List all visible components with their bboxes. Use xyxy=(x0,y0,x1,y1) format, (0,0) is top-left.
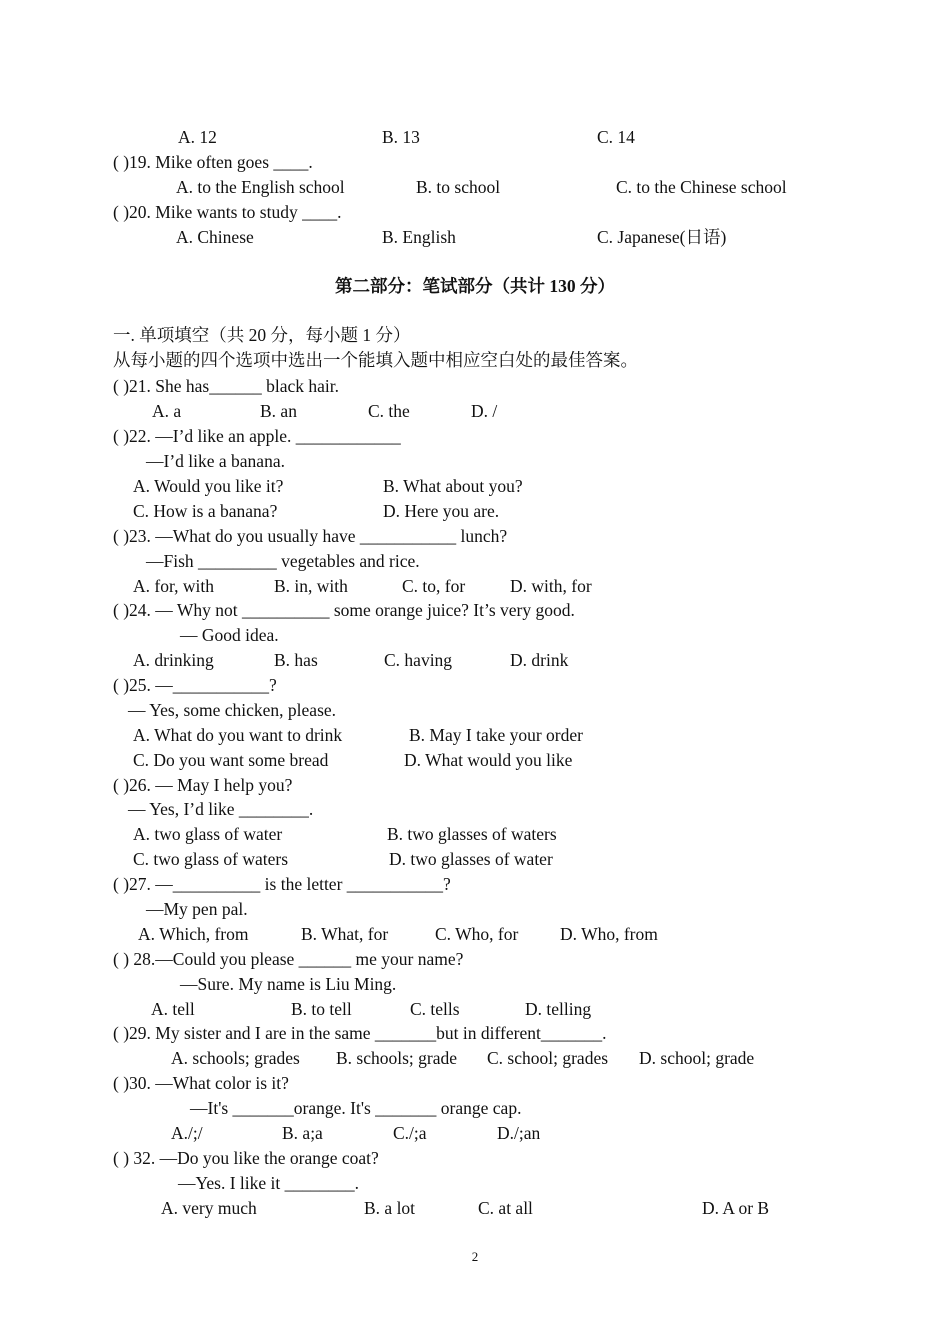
q27-option-c: C. Who, for xyxy=(435,924,519,944)
q29-option-b: B. schools; grade xyxy=(336,1048,458,1068)
q27-stem: ( )27. —__________ is the letter ___________? xyxy=(113,874,451,894)
q30-reply: —It's _______orange. It's _______ orange cap. xyxy=(190,1098,522,1118)
q25-option-a: A. What do you want to drink xyxy=(133,725,343,745)
q27-option-b: B. What, for xyxy=(301,924,389,944)
section1-instruction: 从每小题的四个选项中选出一个能填入题中相应空白处的最佳答案。 xyxy=(113,350,638,370)
q23-reply: —Fish _________ vegetables and rice. xyxy=(146,551,420,571)
q26-option-b: B. two glasses of waters xyxy=(387,824,557,844)
q23-stem: ( )23. —What do you usually have ___________ lunch? xyxy=(113,526,508,546)
q24-option-c: C. having xyxy=(384,650,453,670)
q24-option-b: B. has xyxy=(274,650,318,670)
q25-option-b: B. May I take your order xyxy=(409,725,583,745)
q21-option-a: A. a xyxy=(152,401,182,421)
q22-option-d: D. Here you are. xyxy=(383,501,500,521)
page-number: 2 xyxy=(471,1249,479,1264)
q22-stem: ( )22. —I’d like an apple. ____________ xyxy=(113,426,401,446)
q23-option-a: A. for, with xyxy=(133,576,214,596)
q29-option-a: A. schools; grades xyxy=(171,1048,300,1068)
q23-option-b: B. in, with xyxy=(274,576,348,596)
q28-stem: ( ) 28.—Could you please ______ me your name? xyxy=(113,949,464,969)
q20-option-b: B. English xyxy=(382,227,456,247)
q32-option-c: C. at all xyxy=(478,1198,533,1218)
q29-option-c: C. school; grades xyxy=(487,1048,609,1068)
q23-option-c: C. to, for xyxy=(402,576,466,596)
section1-heading: 一. 单项填空（共 20 分，每小题 1 分） xyxy=(113,325,411,345)
q30-option-a: A./;/ xyxy=(171,1123,203,1143)
q28-option-b: B. to tell xyxy=(291,999,352,1019)
q26-reply: — Yes, I’d like ________. xyxy=(128,799,314,819)
q21-option-b: B. an xyxy=(260,401,297,421)
q27-option-a: A. Which, from xyxy=(138,924,249,944)
q21-option-c: C. the xyxy=(368,401,410,421)
q32-stem: ( ) 32. —Do you like the orange coat? xyxy=(113,1148,379,1168)
q25-option-d: D. What would you like xyxy=(404,750,573,770)
q25-reply: — Yes, some chicken, please. xyxy=(128,700,337,720)
q23-option-d: D. with, for xyxy=(510,576,592,596)
q24-stem: ( )24. — Why not __________ some orange juice? It’s very good. xyxy=(113,600,575,620)
q19-stem: ( )19. Mike often goes ____. xyxy=(113,152,313,172)
part2-title: 第二部分：笔试部分（共计 130 分） xyxy=(335,276,615,296)
q26-option-a: A. two glass of water xyxy=(133,824,283,844)
q25-option-c: C. Do you want some bread xyxy=(133,750,329,770)
q22-option-a: A. Would you like it? xyxy=(133,476,284,496)
q22-option-b: B. What about you? xyxy=(383,476,523,496)
q29-stem: ( )29. My sister and I are in the same _______but in different_______. xyxy=(113,1023,607,1043)
q19-option-c: C. to the Chinese school xyxy=(616,177,787,197)
q19-option-b: B. to school xyxy=(416,177,501,197)
q24-option-d: D. drink xyxy=(510,650,569,670)
q27-reply: —My pen pal. xyxy=(146,899,248,919)
q29-option-d: D. school; grade xyxy=(639,1048,755,1068)
q26-option-d: D. two glasses of water xyxy=(389,849,553,869)
q22-option-c: C. How is a banana? xyxy=(133,501,278,521)
q30-option-d: D./;an xyxy=(497,1123,541,1143)
q28-option-a: A. tell xyxy=(151,999,195,1019)
q28-option-d: D. telling xyxy=(525,999,592,1019)
q18-option-b: B. 13 xyxy=(382,127,420,147)
q24-reply: — Good idea. xyxy=(180,625,279,645)
q20-stem: ( )20. Mike wants to study ____. xyxy=(113,202,342,222)
q32-option-d: D. A or B xyxy=(702,1198,770,1218)
q28-option-c: C. tells xyxy=(410,999,460,1019)
q19-option-a: A. to the English school xyxy=(176,177,345,197)
q20-option-a: A. Chinese xyxy=(176,227,254,247)
q18-option-a: A. 12 xyxy=(178,127,217,147)
q27-option-d: D. Who, from xyxy=(560,924,658,944)
q22-reply: —I’d like a banana. xyxy=(146,451,285,471)
q24-option-a: A. drinking xyxy=(133,650,214,670)
q28-reply: —Sure. My name is Liu Ming. xyxy=(180,974,397,994)
q30-option-b: B. a;a xyxy=(282,1123,323,1143)
q26-option-c: C. two glass of waters xyxy=(133,849,289,869)
q32-option-a: A. very much xyxy=(161,1198,257,1218)
q21-stem: ( )21. She has______ black hair. xyxy=(113,376,339,396)
q18-option-c: C. 14 xyxy=(597,127,635,147)
q21-option-d: D. / xyxy=(471,401,498,421)
q30-stem: ( )30. —What color is it? xyxy=(113,1073,289,1093)
q32-reply: —Yes. I like it ________. xyxy=(178,1173,360,1193)
q20-option-c: C. Japanese(日语) xyxy=(597,227,727,247)
q26-stem: ( )26. — May I help you? xyxy=(113,775,293,795)
q25-stem: ( )25. —___________? xyxy=(113,675,277,695)
q32-option-b: B. a lot xyxy=(364,1198,416,1218)
q30-option-c: C./;a xyxy=(393,1123,427,1143)
